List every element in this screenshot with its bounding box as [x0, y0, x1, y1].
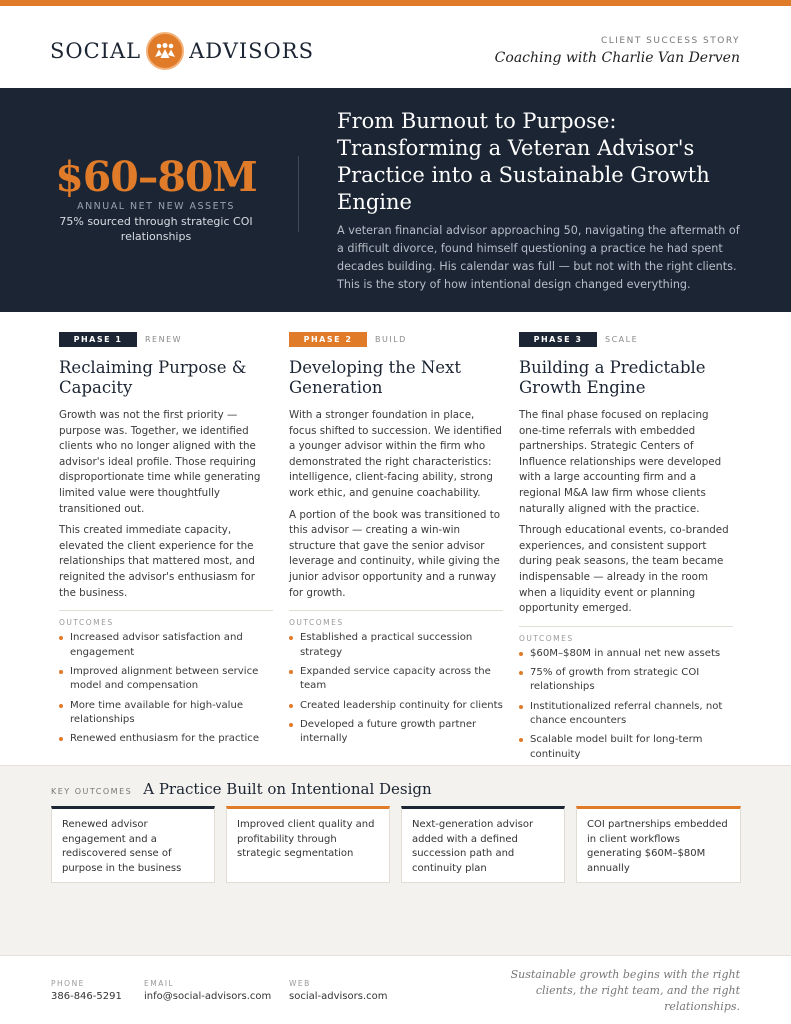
hero-stat	[51, 154, 261, 244]
contact-web	[289, 979, 387, 1002]
phase-badge: PHASE 3	[519, 332, 597, 347]
outcome-item: Developed a future growth partner internally	[289, 718, 503, 747]
header-eyebrow: CLIENT SUCCESS STORY	[600, 36, 740, 46]
phase-column-2	[289, 332, 503, 751]
page-header	[0, 6, 791, 88]
web-link[interactable]: social-advisors.com	[289, 991, 388, 1002]
phase-column-1	[59, 332, 273, 751]
phase-body	[289, 408, 503, 601]
phase-outcomes	[59, 610, 273, 747]
phase-body	[59, 408, 273, 601]
email-link[interactable]: info@social-advisors.com	[144, 991, 272, 1002]
outcome-card: Renewed advisor engagement and a rediscovered sense of purpose in the business	[51, 806, 215, 883]
outcomes-label: OUTCOMES	[59, 618, 114, 628]
phone-value[interactable]: 386-846-5291	[51, 991, 122, 1002]
stat-note: 75% sourced through strategic COI relationships	[59, 215, 253, 243]
outcome-item: $60M–$80M in annual net new assets	[519, 647, 733, 662]
outcome-item: 75% of growth from strategic COI relationships	[519, 666, 733, 695]
outcomes-label: OUTCOMES	[519, 633, 574, 643]
phase-outcomes	[519, 626, 733, 763]
stat-label: ANNUAL NET NEW ASSETS	[77, 201, 235, 212]
outcome-card: COI partnerships embedded in client workflows generating $60M–$80M annually	[576, 806, 741, 883]
phase-tag	[519, 332, 733, 347]
hero-banner	[0, 88, 791, 312]
outcome-item: Increased advisor satisfaction and engagement	[59, 631, 273, 660]
header-subtitle: Coaching with Charlie Van Derven	[494, 50, 740, 66]
phase-paragraph: A portion of the book was transitioned to this advisor — creating a win-win structure that gave the senior advisor leverage and continuity, while giving the junior advisor opportunity and a runway for growth.	[289, 508, 501, 599]
phase-paragraph: With a stronger foundation in place, focus shifted to succession. We identified a younger advisor within the firm who demonstrated the right characteristics: intelligence, client-facing ability, strong work ethic, and genuine coachability.	[289, 409, 502, 499]
phase-paragraph: Through educational events, co-branded experiences, and consistent support during peak seasons, the team became indispensable — already in the room when a liquidity event or planning opportunity emerged.	[519, 524, 729, 615]
key-outcomes-heading	[51, 780, 432, 798]
phase-title: Building a Predictable Growth Engine	[519, 358, 706, 397]
contact-email	[144, 979, 271, 1002]
key-outcomes-title: A Practice Built on Intentional Design	[143, 780, 432, 798]
phase-paragraph: Growth was not the first priority — purpose was. Together, we identified clients who no longer aligned with the advisor's ideal profile. Those requiring disproportionate time while generating limited value were thoughtfully transitioned out.	[59, 409, 261, 515]
phase-tag	[59, 332, 273, 347]
header-meta	[495, 36, 740, 66]
phase-tag	[289, 332, 503, 347]
outcome-item: Established a practical succession strategy	[289, 631, 503, 660]
people-icon	[146, 32, 184, 70]
outcome-card: Next-generation advisor added with a defined succession path and continuity plan	[401, 806, 565, 883]
outcome-item: More time available for high-value relationships	[59, 699, 273, 728]
key-outcomes-section	[0, 765, 791, 955]
phase-badge: PHASE 2	[289, 332, 367, 347]
outcome-card: Improved client quality and profitability through strategic segmentation	[226, 806, 390, 883]
outcome-item: Created leadership continuity for clients	[289, 699, 503, 714]
email-label: EMAIL	[144, 979, 175, 988]
hero-divider	[298, 156, 299, 232]
hero-title: From Burnout to Purpose: Transforming a Veteran Advisor's Practice into a Sustainable Growth Engine	[337, 109, 710, 214]
outcome-item: Scalable model built for long-term continuity	[519, 733, 733, 762]
phase-title: Developing the Next Generation	[289, 358, 461, 397]
outcome-item: Improved alignment between service model and compensation	[59, 665, 273, 694]
phase-step: RENEW	[145, 335, 183, 344]
phase-step: BUILD	[375, 335, 407, 344]
logo-word-social: SOCIAL	[50, 39, 142, 63]
phase-paragraph: The final phase focused on replacing one-time referrals with embedded partnerships. Strategic Centers of Influence relationships were developed with a large accounting firm and a regional M&A law firm whose clients naturally aligned with the practice.	[519, 409, 722, 515]
phase-title: Reclaiming Purpose & Capacity	[59, 358, 247, 397]
stat-value: $60–80M	[55, 153, 257, 201]
logo-word-advisors: ADVISORS	[189, 39, 314, 63]
hero-lede: A veteran financial advisor approaching 50, navigating the aftermath of a difficult divorce, found himself questioning a practice he had spent decades building. His calendar was full — but not with the right clients. This is the story of how intentional design changed everything.	[337, 224, 740, 291]
web-label: WEB	[289, 979, 311, 988]
page-footer	[0, 955, 791, 1024]
brand-logo[interactable]	[50, 32, 314, 70]
key-outcomes-cards	[51, 806, 741, 883]
outcome-item: Institutionalized referral channels, not chance encounters	[519, 700, 733, 729]
phase-column-3	[519, 332, 733, 767]
footer-quote: Sustainable growth begins with the right clients, the right team, and the right relationships.	[510, 968, 740, 1013]
outcomes-label: OUTCOMES	[289, 618, 344, 628]
phase-paragraph: This created immediate capacity, elevated the client experience for the relationships that mattered most, and reignited the advisor's enthusiasm for the business.	[59, 524, 255, 599]
phase-body	[519, 408, 733, 617]
contact-phone	[51, 979, 122, 1002]
phase-step: SCALE	[605, 335, 639, 344]
phase-outcomes	[289, 610, 503, 747]
phone-label: PHONE	[51, 979, 85, 988]
outcome-item: Renewed enthusiasm for the practice	[59, 732, 273, 747]
outcome-item: Expanded service capacity across the team	[289, 665, 503, 694]
phase-badge: PHASE 1	[59, 332, 137, 347]
key-outcomes-eyebrow: KEY OUTCOMES	[51, 787, 133, 796]
